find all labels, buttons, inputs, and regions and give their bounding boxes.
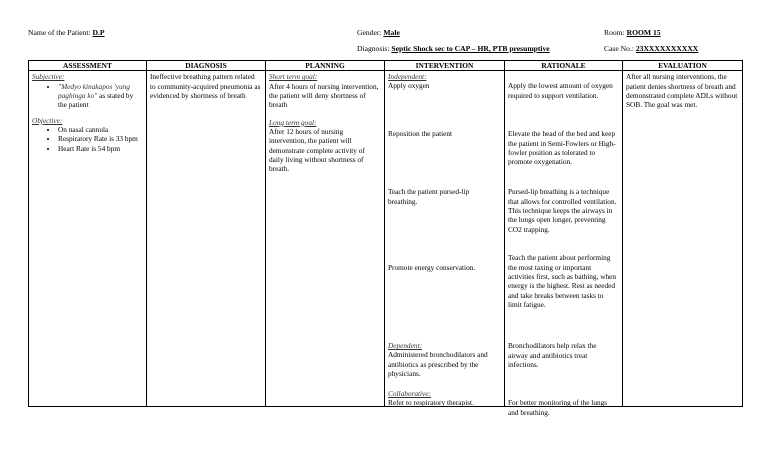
nursing-diagnosis-text: Ineffective breathing pattern related to community-acquired pneumonia as evidenced by shortness of breath <box>150 72 261 101</box>
column-header-intervention: INTERVENTION <box>385 61 505 71</box>
column-header-rationale: RATIONALE <box>505 61 623 71</box>
dependent-text: Administered bronchodilators and antibiotics as prescribed by the physicians. <box>388 350 488 379</box>
rationale-item: For better monitoring of the lungs and breathing. <box>508 398 608 417</box>
short-term-goal-label: Short term goal: <box>269 72 318 82</box>
diagnosis-cell <box>147 71 266 407</box>
case-label: Case No.: <box>604 44 634 53</box>
subjective-label: Subjective: <box>32 72 65 82</box>
intervention-item: Promote energy conservation. <box>388 263 476 273</box>
intervention-item: Teach the patient pursed-lip breathing. <box>388 187 470 206</box>
rationale-item: Elevate the head of the bed and keep the patient in Semi-Fowlers or High-fowler position as tolerated to promote oxygenation. <box>508 129 616 167</box>
objective-list <box>32 125 143 153</box>
column-header-evaluation: EVALUATION <box>623 61 743 71</box>
gender-label: Gender: <box>357 28 382 37</box>
diagnosis-line <box>357 44 550 54</box>
dependent-label: Dependent: <box>388 341 423 351</box>
rationale-item: Apply the lowest amount of oxygen required to support ventilation. <box>508 81 613 100</box>
independent-label: Independent: <box>388 72 427 82</box>
objective-item: • Respiratory Rate is 33 bpm <box>58 134 143 143</box>
diagnosis-value: Septic Shock sec to CAP – HR, PTB presumptive <box>391 44 550 53</box>
objective-label: Objective: <box>32 115 63 125</box>
objective-item: • On nasal cannula <box>58 125 143 134</box>
column-header-planning: PLANNING <box>266 61 385 71</box>
subjective-list <box>32 82 143 110</box>
case-value: 23XXXXXXXXXX <box>635 44 699 53</box>
care-plan-table <box>28 60 742 417</box>
patient-name-line <box>28 28 105 38</box>
assessment-cell <box>29 71 147 407</box>
collaborative-text: Refer to respiratory therapist. <box>388 398 474 408</box>
diagnosis-label: Diagnosis: <box>357 44 390 53</box>
column-header-diagnosis: DIAGNOSIS <box>147 61 266 71</box>
evaluation-text: After all nursing interventions, the patient denies shortness of breath and demonstrated complete ADLs without SOB. The goal was met. <box>626 72 738 110</box>
rationale-cell <box>505 71 623 417</box>
room-value: ROOM 15 <box>626 28 661 37</box>
case-line <box>604 44 698 54</box>
rationale-item: Teach the patient about performing the most taxing or important activities first, such as bathing, when energy is the highest. Rest as needed and take breaks between tasks to limit fatigue. <box>508 253 617 310</box>
room-label: Room: <box>604 28 625 37</box>
subjective-item <box>58 82 143 110</box>
intervention-item: Apply oxygen <box>388 81 430 91</box>
room-line <box>604 28 661 38</box>
long-term-goal-text: After 12 hours of nursing intervention, the patient will demonstrate complete activity of daily living without shortness of breath. <box>269 127 365 174</box>
subjective-tail: as stated by the patient <box>58 91 134 110</box>
planning-cell <box>266 71 385 407</box>
column-header-assessment: ASSESSMENT <box>29 61 147 71</box>
objective-item: • Heart Rate is 54 bpm <box>58 144 143 153</box>
gender-line <box>357 28 400 38</box>
gender-value: Male <box>383 28 400 37</box>
patient-name-label: Name of the Patient: <box>28 28 91 37</box>
intervention-cell <box>385 71 505 407</box>
subjective-quote: "Medyo kinakapos 'yung paghinga ko" <box>58 81 130 101</box>
rationale-item: Bronchodilators help relax the airway and antibiotics treat infections. <box>508 341 597 370</box>
short-term-goal-text: After 4 hours of nursing intervention, the patient will deny shortness of breath <box>269 81 379 110</box>
rationale-item: Pursed-lip breathing is a technique that allows for controlled ventilation. This technique keeps the airways in the lungs open longer, preventing CO2 trapping. <box>508 187 617 234</box>
collaborative-label: Collaborative: <box>388 389 431 399</box>
intervention-item: Reposition the patient <box>388 129 453 139</box>
patient-name-value: D.P <box>92 28 105 37</box>
evaluation-cell <box>623 71 743 407</box>
long-term-goal-label: Long term goal: <box>269 117 317 127</box>
